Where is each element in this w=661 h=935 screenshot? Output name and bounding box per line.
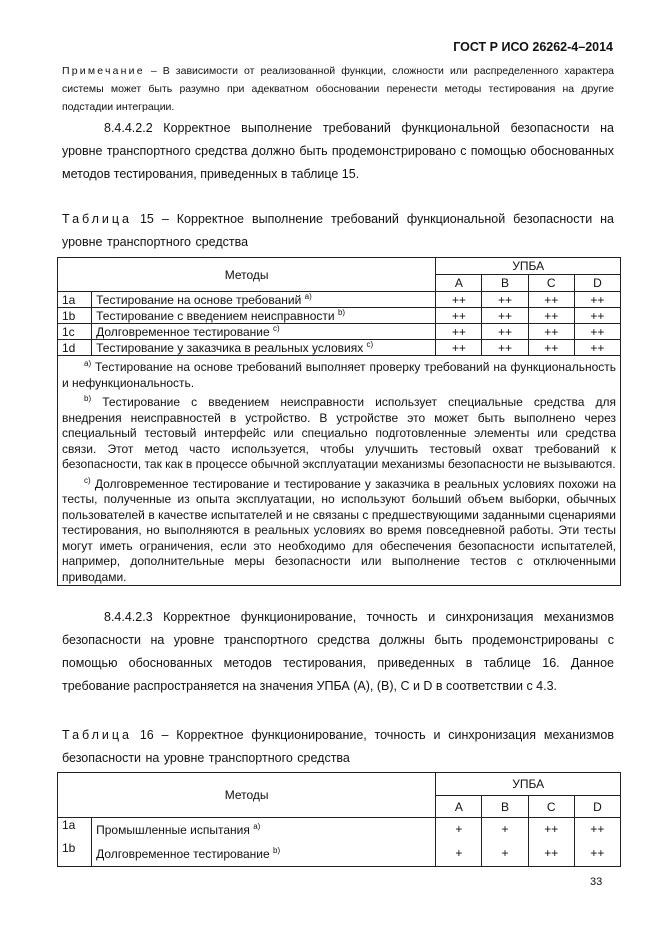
header-level-d: D (574, 796, 620, 818)
header-methods: Методы (58, 258, 436, 292)
row-id: 1c (58, 324, 92, 340)
header-upba: УПБА (436, 258, 621, 275)
row-method: Тестирование у заказчика в реальных условиях $^{c)}$ (92, 340, 436, 356)
cell-d: ++ (574, 292, 620, 308)
paragraph-8-4-4-2-2 (62, 117, 614, 186)
footnote-a: $^{a)}$ Тестирование на основе требований выполняет проверку требований на функциональность и нефункциональность. (62, 359, 616, 390)
cell-b: + (482, 841, 528, 867)
document-header: ГОСТ Р ИСО 26262-4–2014 (453, 40, 613, 54)
row-id: 1a (58, 818, 92, 841)
cell-b: + (482, 818, 528, 841)
caption-word: Таблица (62, 728, 133, 742)
row-method: Долговременное тестирование $^{b)}$ (92, 841, 436, 867)
cell-c: ++ (528, 324, 574, 340)
paragraph-8-4-4-2-3 (62, 606, 614, 698)
footnote-c: $^{c)}$ Долговременное тестирование и тестирование у заказчика в реальных условиях похожи на тесты, полученные из опыта эксплуатации, но используют больший объем выборки, обычных пользователей в качестве испытателей и не связаны с предшествующими заданными сценариями тестирования, но выполняются в реальных условиях во время повседневной работы. Эти тесты могут иметь ограничения, если это необходимо для обеспечения безопасности испытателей, например, дополнительные меры безопасности или выполнение тестов с отключенными приводами. (62, 475, 616, 584)
header-level-a: A (436, 275, 482, 292)
caption-rest: 16 – Корректное функционирование, точность и синхронизация механизмов безопасности на уровне транспортного средства (62, 728, 614, 765)
row-method: Тестирование с введением неисправности $^{b)}$ (92, 308, 436, 324)
caption-word: Таблица (62, 212, 133, 226)
table-16-caption (62, 724, 614, 770)
note (62, 62, 614, 116)
table-row (58, 340, 621, 356)
cell-c: ++ (528, 841, 574, 867)
header-level-c: C (528, 796, 574, 818)
footnote-b: $^{b)}$ Тестирование с введением неисправности использует специальные средства для внедрения неисправностей в устройство. В устройстве это может быть выполнено через специальный тестовый интерфейс или специально подготовленные элементы или средства связи. Этот метод часто используется, чтобы улучшить тестовый охват требований к безопасности, так как в процессе обычной эксплуатации механизмы безопасности не вызываются. (62, 394, 616, 471)
caption-rest: 15 – Корректное выполнение требований функциональной безопасности на уровне транспортного средства (62, 212, 614, 249)
cell-a: ++ (436, 292, 482, 308)
table-row (58, 292, 621, 308)
row-id: 1d (58, 340, 92, 356)
paragraph-text: 8.4.4.2.2 Корректное выполнение требований функциональной безопасности на уровне транспортного средства должно быть продемонстрировано с помощью обоснованных методов тестирования, приведенных в таблице 15. (62, 121, 614, 181)
cell-b: ++ (482, 292, 528, 308)
cell-a: + (436, 818, 482, 841)
header-level-c: C (528, 275, 574, 292)
row-method: Долговременное тестирование $^{c)}$ (92, 324, 436, 340)
cell-a: ++ (436, 324, 482, 340)
row-id: 1b (58, 308, 92, 324)
cell-a: + (436, 841, 482, 867)
cell-a: ++ (436, 340, 482, 356)
table-16 (57, 772, 621, 867)
header-level-d: D (574, 275, 620, 292)
cell-b: ++ (482, 324, 528, 340)
header-level-b: B (482, 796, 528, 818)
note-text: – В зависимости от реализованной функции, сложности или распределенного характера системы может быть разумно при адекватном обосновании перенести методы тестирования на другие подстадии интеграции. (62, 65, 614, 113)
cell-c: ++ (528, 308, 574, 324)
page-number: 33 (590, 876, 603, 888)
row-id: 1b (58, 841, 92, 867)
table-row (58, 818, 621, 841)
cell-d: ++ (574, 340, 620, 356)
cell-c: ++ (528, 340, 574, 356)
row-id: 1a (58, 292, 92, 308)
table-15-caption (62, 208, 614, 254)
cell-d: ++ (574, 841, 620, 867)
row-method: Тестирование на основе требований $^{a)}$ (92, 292, 436, 308)
cell-d: ++ (574, 324, 620, 340)
cell-d: ++ (574, 308, 620, 324)
header-level-a: A (436, 796, 482, 818)
paragraph-text: 8.4.4.2.3 Корректное функционирование, точность и синхронизация механизмов безопасности на уровне транспортного средства должны быть продемонстрированы с помощью обоснованных методов тестирования, приведенных в таблице 16. Данное требование распространяется на значения УПБА (A), (B), C и D в соответствии с 4.3. (62, 610, 614, 693)
table-row (58, 841, 621, 867)
table-row (58, 308, 621, 324)
row-method: Промышленные испытания $^{a)}$ (92, 818, 436, 841)
cell-b: ++ (482, 340, 528, 356)
header-upba: УПБА (436, 773, 621, 796)
cell-b: ++ (482, 308, 528, 324)
note-label: Примечание (62, 65, 145, 77)
header-level-b: B (482, 275, 528, 292)
table-row (58, 324, 621, 340)
cell-d: ++ (574, 818, 620, 841)
table-15 (57, 257, 621, 586)
cell-c: ++ (528, 292, 574, 308)
header-methods: Методы (58, 773, 436, 818)
cell-a: ++ (436, 308, 482, 324)
table-15-footnotes (58, 356, 621, 586)
cell-c: ++ (528, 818, 574, 841)
